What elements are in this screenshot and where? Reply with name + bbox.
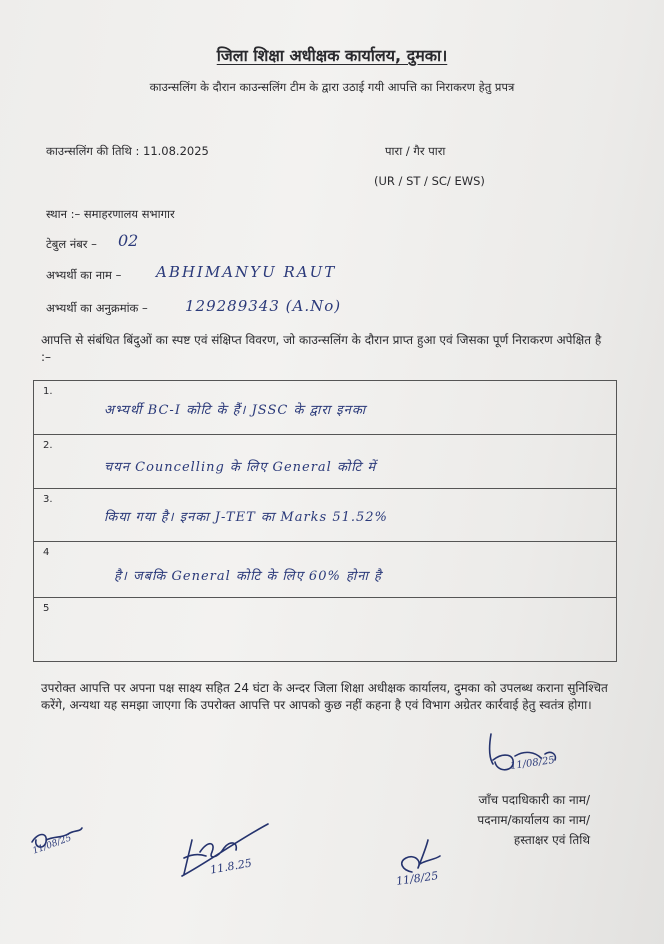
table-row [34, 597, 616, 661]
officer-line-2: पदनाम/कार्यालय का नाम/ [477, 813, 590, 827]
row-text: अभ्यर्थी BC-I कोटि के हैं। JSSC के द्वारा इनका [104, 403, 367, 418]
right-signature-date: 11/8/25 [395, 869, 440, 888]
officer-line-3: हस्ताक्षर एवं तिथि [513, 833, 590, 847]
row-number: 5 [43, 603, 50, 614]
table-number-label: टेबुल नंबर – [46, 237, 97, 251]
counselling-date: काउन्सलिंग की तिथि : 11.08.2025 [46, 144, 209, 158]
table-row [34, 381, 616, 434]
row-number: 2. [43, 440, 53, 451]
venue: स्थान :– समाहरणालय सभागार [46, 207, 175, 221]
roll-number-label: अभ्यर्थी का अनुक्रमांक – [46, 301, 148, 315]
objection-instruction: आपत्ति से संबंधित बिंदुओं का स्पष्ट एवं संक्षिप्त विवरण, जो काउन्सलिंग के दौरान प्राप्त हुआ एवं जिसका पूर्ण निराकरण अपेक्षित है :– [41, 333, 602, 364]
objection-table [33, 380, 617, 662]
footer-notice: उपरोक्त आपत्ति पर अपना पक्ष साक्ष्य सहित 24 घंटा के अन्दर जिला शिक्षा अधीक्षक कार्यालय, दुमका को उपलब्ध कराना सुनिश्चित करेंगे, अन्यथा यह समझा जाएगा कि उपरोक्त आपत्ति पर आपको कुछ नहीं कहना है एवं विभाग अग्रेतर कार्रवाई हेतु स्वतंत्र होगा। [41, 681, 608, 712]
table-row [34, 434, 616, 488]
row-number: 4 [43, 547, 50, 558]
officer-line-1: जाँच पदाधिकारी का नाम/ [478, 793, 590, 807]
row-text: है। जबकि General कोटि के लिए 60% होना है [114, 569, 382, 584]
candidate-name-value: ABHIMANYU RAUT [156, 263, 337, 281]
row-number: 1. [43, 386, 53, 397]
table-row [34, 541, 616, 597]
left-signature-date: 11/08/25 [31, 833, 73, 857]
form-subtitle: काउन्सलिंग के दौरान काउन्सलिंग टीम के द्वारा उठाई गयी आपत्ति का निराकरण हेतु प्रपत्र [149, 80, 515, 94]
table-number-value: 02 [118, 231, 139, 250]
middle-signature-date: 11.8.25 [209, 856, 253, 877]
reservation-category: (UR / ST / SC/ EWS) [374, 174, 485, 188]
row-number: 3. [43, 494, 53, 505]
row-text: चयन Councelling के लिए General कोटि में [104, 460, 377, 475]
office-title: जिला शिक्षा अधीक्षक कार्यालय, दुमका। [216, 46, 448, 65]
officer-signature-date: 11/08/25 [509, 754, 556, 773]
row-text: किया गया है। इनका J-TET का Marks 51.52% [104, 510, 388, 525]
roll-number-value: 129289343 (A.No) [185, 297, 342, 315]
candidate-name-label: अभ्यर्थी का नाम – [46, 268, 122, 282]
para-category: पारा / गैर पारा [385, 144, 446, 158]
table-row [34, 488, 616, 541]
